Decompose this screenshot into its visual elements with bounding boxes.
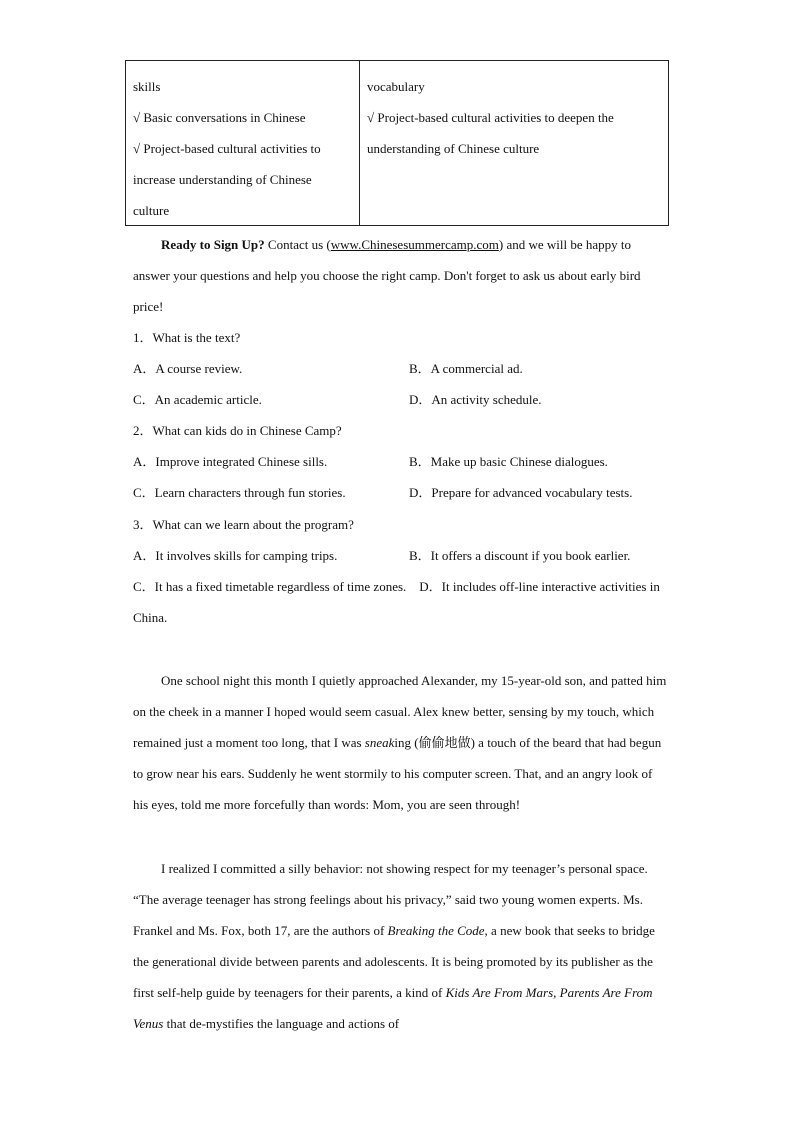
features-table [125, 60, 669, 226]
table-line: √ Basic conversations in Chinese [133, 110, 306, 125]
table-line: vocabulary [367, 79, 425, 94]
passage-italic: sneak [364, 735, 395, 751]
option-row [133, 384, 669, 415]
signup-text: Contact us ( [264, 237, 331, 252]
camp-website-link[interactable]: www.Chinesesummercamp.com [330, 237, 499, 252]
option-row [133, 477, 669, 508]
option: D．Prepare for advanced vocabulary tests. [409, 485, 633, 501]
option: D．An activity schedule. [409, 392, 542, 408]
option-row [133, 540, 669, 571]
option: C．An academic article. [133, 392, 262, 408]
passage-text: that de-mystifies the language and actions of [163, 1016, 400, 1032]
table-line: culture [133, 203, 170, 218]
table-line: √ Project-based cultural activities to [133, 141, 321, 156]
option: C．Learn characters through fun stories. [133, 485, 346, 501]
table-line: √ Project-based cultural activities to deepen the [367, 110, 614, 125]
passage-text: , a new book that seeks to bridge the generational divide between parents and adolescents. It is being promoted by its publisher as the first self-help guide by teenagers for their parents, a kind of [133, 923, 655, 1001]
question-stem: 2．What can kids do in Chinese Camp? [133, 423, 342, 439]
passage-paragraph-1 [133, 665, 669, 820]
option: A．It involves skills for camping trips. [133, 547, 338, 563]
signup-text: ) and we will be happy to answer your questions and help you choose the right camp. Don't forget to ask us about early bird price! [133, 237, 641, 315]
signup-lead: Ready to Sign Up? [161, 237, 265, 252]
table-cell-skills [126, 61, 360, 225]
passage-text: I realized I committed a silly behavior: not showing respect for my teenager’s personal space. “The average teenager has strong feelings about his privacy,” said two young women experts. Ms. Frankel and Ms. Fox, both 17, are the authors of [133, 861, 648, 939]
question-stem: 1．What is the text? [133, 330, 241, 345]
passage-text: ing (偷偷地做) a touch of the beard that had begun to grow near his ears. Suddenly he went stormily to his computer screen. That, and an angry look of his eyes, told me more forcefully than words: Mom, you are seen through! [133, 735, 662, 813]
book-title: Breaking the Code [387, 923, 485, 939]
table-line: skills [133, 79, 161, 94]
signup-paragraph [133, 229, 669, 322]
option: B．It offers a discount if you book earlier. [409, 547, 631, 563]
table-cell-vocabulary [360, 61, 668, 225]
passage-text: One school night this month I quietly approached Alexander, my 15-year-old son, and patted him on the cheek in a manner I hoped would seem casual. Alex knew better, sensing by my touch, which remained just a moment too long, that I was [133, 673, 667, 751]
table-line: increase understanding of Chinese [133, 172, 312, 187]
option: B．Make up basic Chinese dialogues. [409, 454, 608, 470]
option: A．A course review. [133, 361, 243, 377]
option-row [133, 353, 669, 384]
questions-block [133, 322, 669, 633]
option-wrapped: C．It has a fixed timetable regardless of time zones. D．It includes off-line interactive activities in China. [133, 578, 664, 625]
table-line: understanding of Chinese culture [367, 141, 540, 156]
option: A．Improve integrated Chinese sills. [133, 454, 328, 470]
option: B．A commercial ad. [409, 361, 523, 377]
book-title: Kids Are From Mars, Parents Are From Venus [133, 985, 653, 1032]
passage-paragraph-2 [133, 853, 669, 1040]
question-stem: 3．What can we learn about the program? [133, 516, 354, 532]
option-row [133, 446, 669, 477]
